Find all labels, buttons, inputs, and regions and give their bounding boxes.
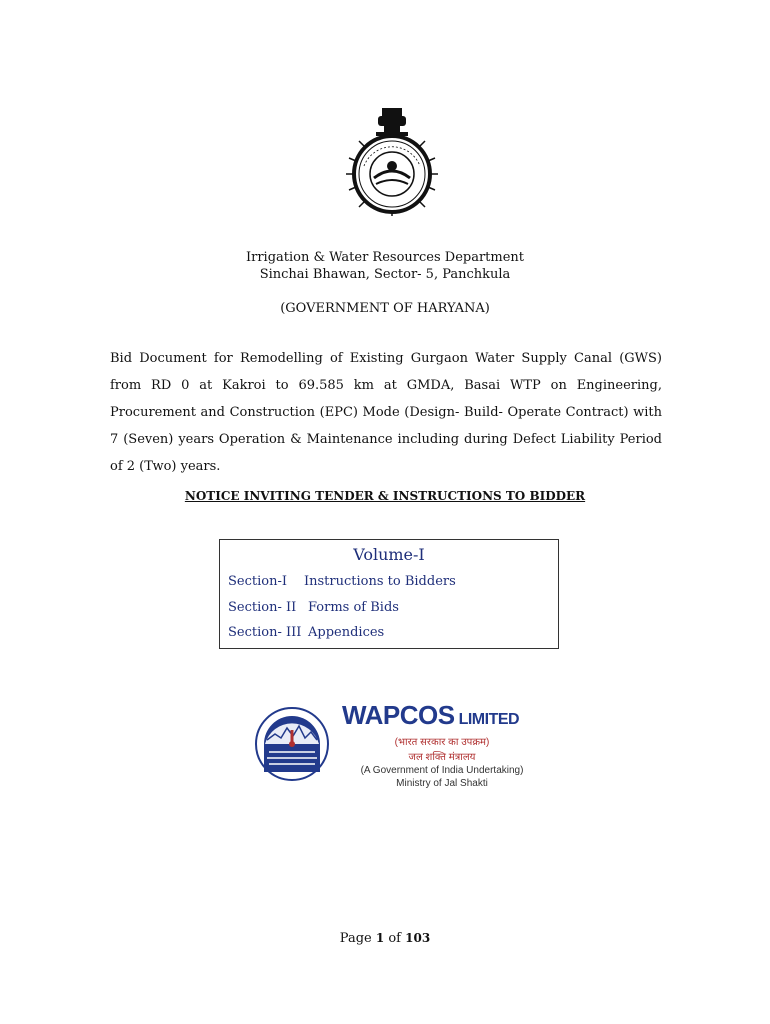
wapcos-english-line1: (A Government of India Undertaking) bbox=[360, 765, 524, 776]
section-label: Section-I bbox=[228, 574, 287, 589]
wapcos-name: WAPCOS bbox=[342, 700, 455, 730]
department-header bbox=[0, 249, 770, 283]
section-name: Instructions to Bidders bbox=[304, 574, 456, 589]
page-current: 1 bbox=[375, 931, 385, 945]
department-address: Sinchai Bhawan, Sector- 5, Panchkula bbox=[259, 267, 511, 282]
section-name: Forms of Bids bbox=[308, 600, 399, 615]
wapcos-hindi-line2: जल शक्ति मंत्रालय bbox=[408, 752, 476, 763]
volume-box bbox=[219, 539, 559, 649]
section-row bbox=[228, 625, 384, 640]
section-name: Appendices bbox=[308, 625, 385, 640]
volume-title: Volume-I bbox=[353, 545, 425, 564]
page-prefix: Page bbox=[339, 931, 376, 946]
haryana-emblem-logo bbox=[344, 106, 440, 216]
section-label: Section- III bbox=[228, 625, 302, 640]
wapcos-seal-logo bbox=[253, 700, 331, 792]
wapcos-suffix: LIMITED bbox=[458, 711, 520, 728]
bid-description: Bid Document for Remodelling of Existing Gurgaon Water Supply Canal (GWS) from RD 0 at Kakroi to 69.585 km at GMDA, Basai WTP on Engineering, Procurement and Construction (EPC) Mode (Design- Build- Operate Contract) with 7 (Seven) years Operation & Maintenance including during Defect Liability Period of 2 (Two) years. bbox=[110, 351, 662, 474]
wapcos-hindi-line1: (भारत सरकार का उपक्रम) bbox=[394, 737, 490, 748]
section-row bbox=[228, 574, 456, 589]
page-of: of bbox=[384, 931, 406, 946]
section-label: Section- II bbox=[228, 600, 297, 615]
page-number bbox=[0, 931, 770, 946]
wapcos-english-line2: Ministry of Jal Shakti bbox=[396, 778, 488, 789]
department-name: Irrigation & Water Resources Department bbox=[245, 250, 525, 265]
section-row bbox=[228, 600, 399, 615]
page-total: 103 bbox=[405, 931, 431, 945]
government-label: (GOVERNMENT OF HARYANA) bbox=[280, 301, 490, 316]
notice-title: NOTICE INVITING TENDER & INSTRUCTIONS TO BIDDER bbox=[184, 489, 586, 503]
wapcos-title bbox=[342, 700, 519, 731]
